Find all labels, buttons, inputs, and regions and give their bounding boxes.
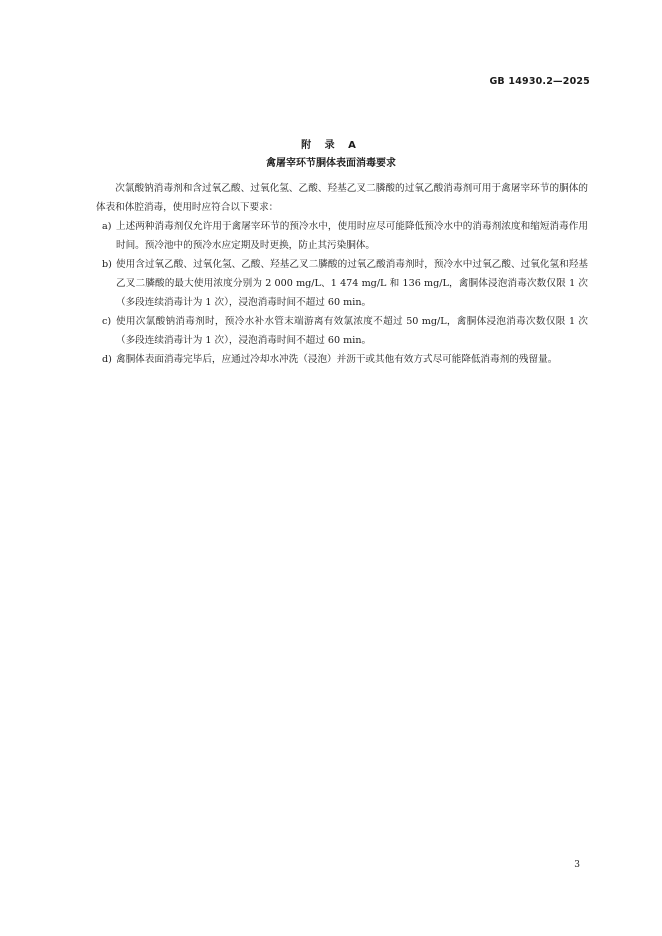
list-item-c: [96, 312, 588, 350]
list-item-text: 禽胴体表面消毒完毕后，应通过冷却水冲洗（浸泡）并沥干或其他有效方式尽可能降低消毒剂的残留量。: [116, 354, 558, 365]
list-marker: d): [102, 354, 112, 365]
document-body: [96, 179, 588, 369]
list-item-text: 使用次氯酸钠消毒剂时，预冷水补水管末端游离有效氯浓度不超过 50 mg/L，禽胴体浸泡消毒次数仅限 1 次（多段连续消毒计为 1 次），浸泡消毒时间不超过 60 min。: [116, 316, 588, 346]
list-item-b: [96, 255, 588, 312]
list-marker: a): [102, 221, 112, 232]
appendix-heading: 附 录 A: [301, 140, 361, 151]
list-marker: c): [102, 316, 112, 327]
list-item-text: 使用含过氧乙酸、过氧化氢、乙酸、羟基乙叉二膦酸的过氧乙酸消毒剂时，预冷水中过氧乙酸、过氧化氢和羟基乙叉二膦酸的最大使用浓度分别为 2 000 mg/L、1 474 mg/L 和 136 mg/L，禽胴体浸泡消毒次数仅限 1 次（多段连续消毒计为 1 次），浸泡消毒时间不超过 60 min。: [116, 259, 588, 308]
list-item-d: [96, 350, 588, 369]
intro-paragraph: 次氯酸钠消毒剂和含过氧乙酸、过氧化氢、乙酸、羟基乙叉二膦酸的过氧乙酸消毒剂可用于禽屠宰环节的胴体的体表和体腔消毒，使用时应符合以下要求：: [96, 183, 588, 213]
appendix-title: 禽屠宰环节胴体表面消毒要求: [266, 158, 396, 169]
list-marker: b): [102, 259, 112, 270]
page-number: 3: [574, 860, 580, 870]
standard-number: GB 14930.2—2025: [489, 76, 590, 87]
list-item-text: 上述两种消毒剂仅允许用于禽屠宰环节的预冷水中，使用时应尽可能降低预冷水中的消毒剂浓度和缩短消毒作用时间。预冷池中的预冷水应定期及时更换，防止其污染胴体。: [116, 221, 588, 251]
list-item-a: [96, 217, 588, 255]
